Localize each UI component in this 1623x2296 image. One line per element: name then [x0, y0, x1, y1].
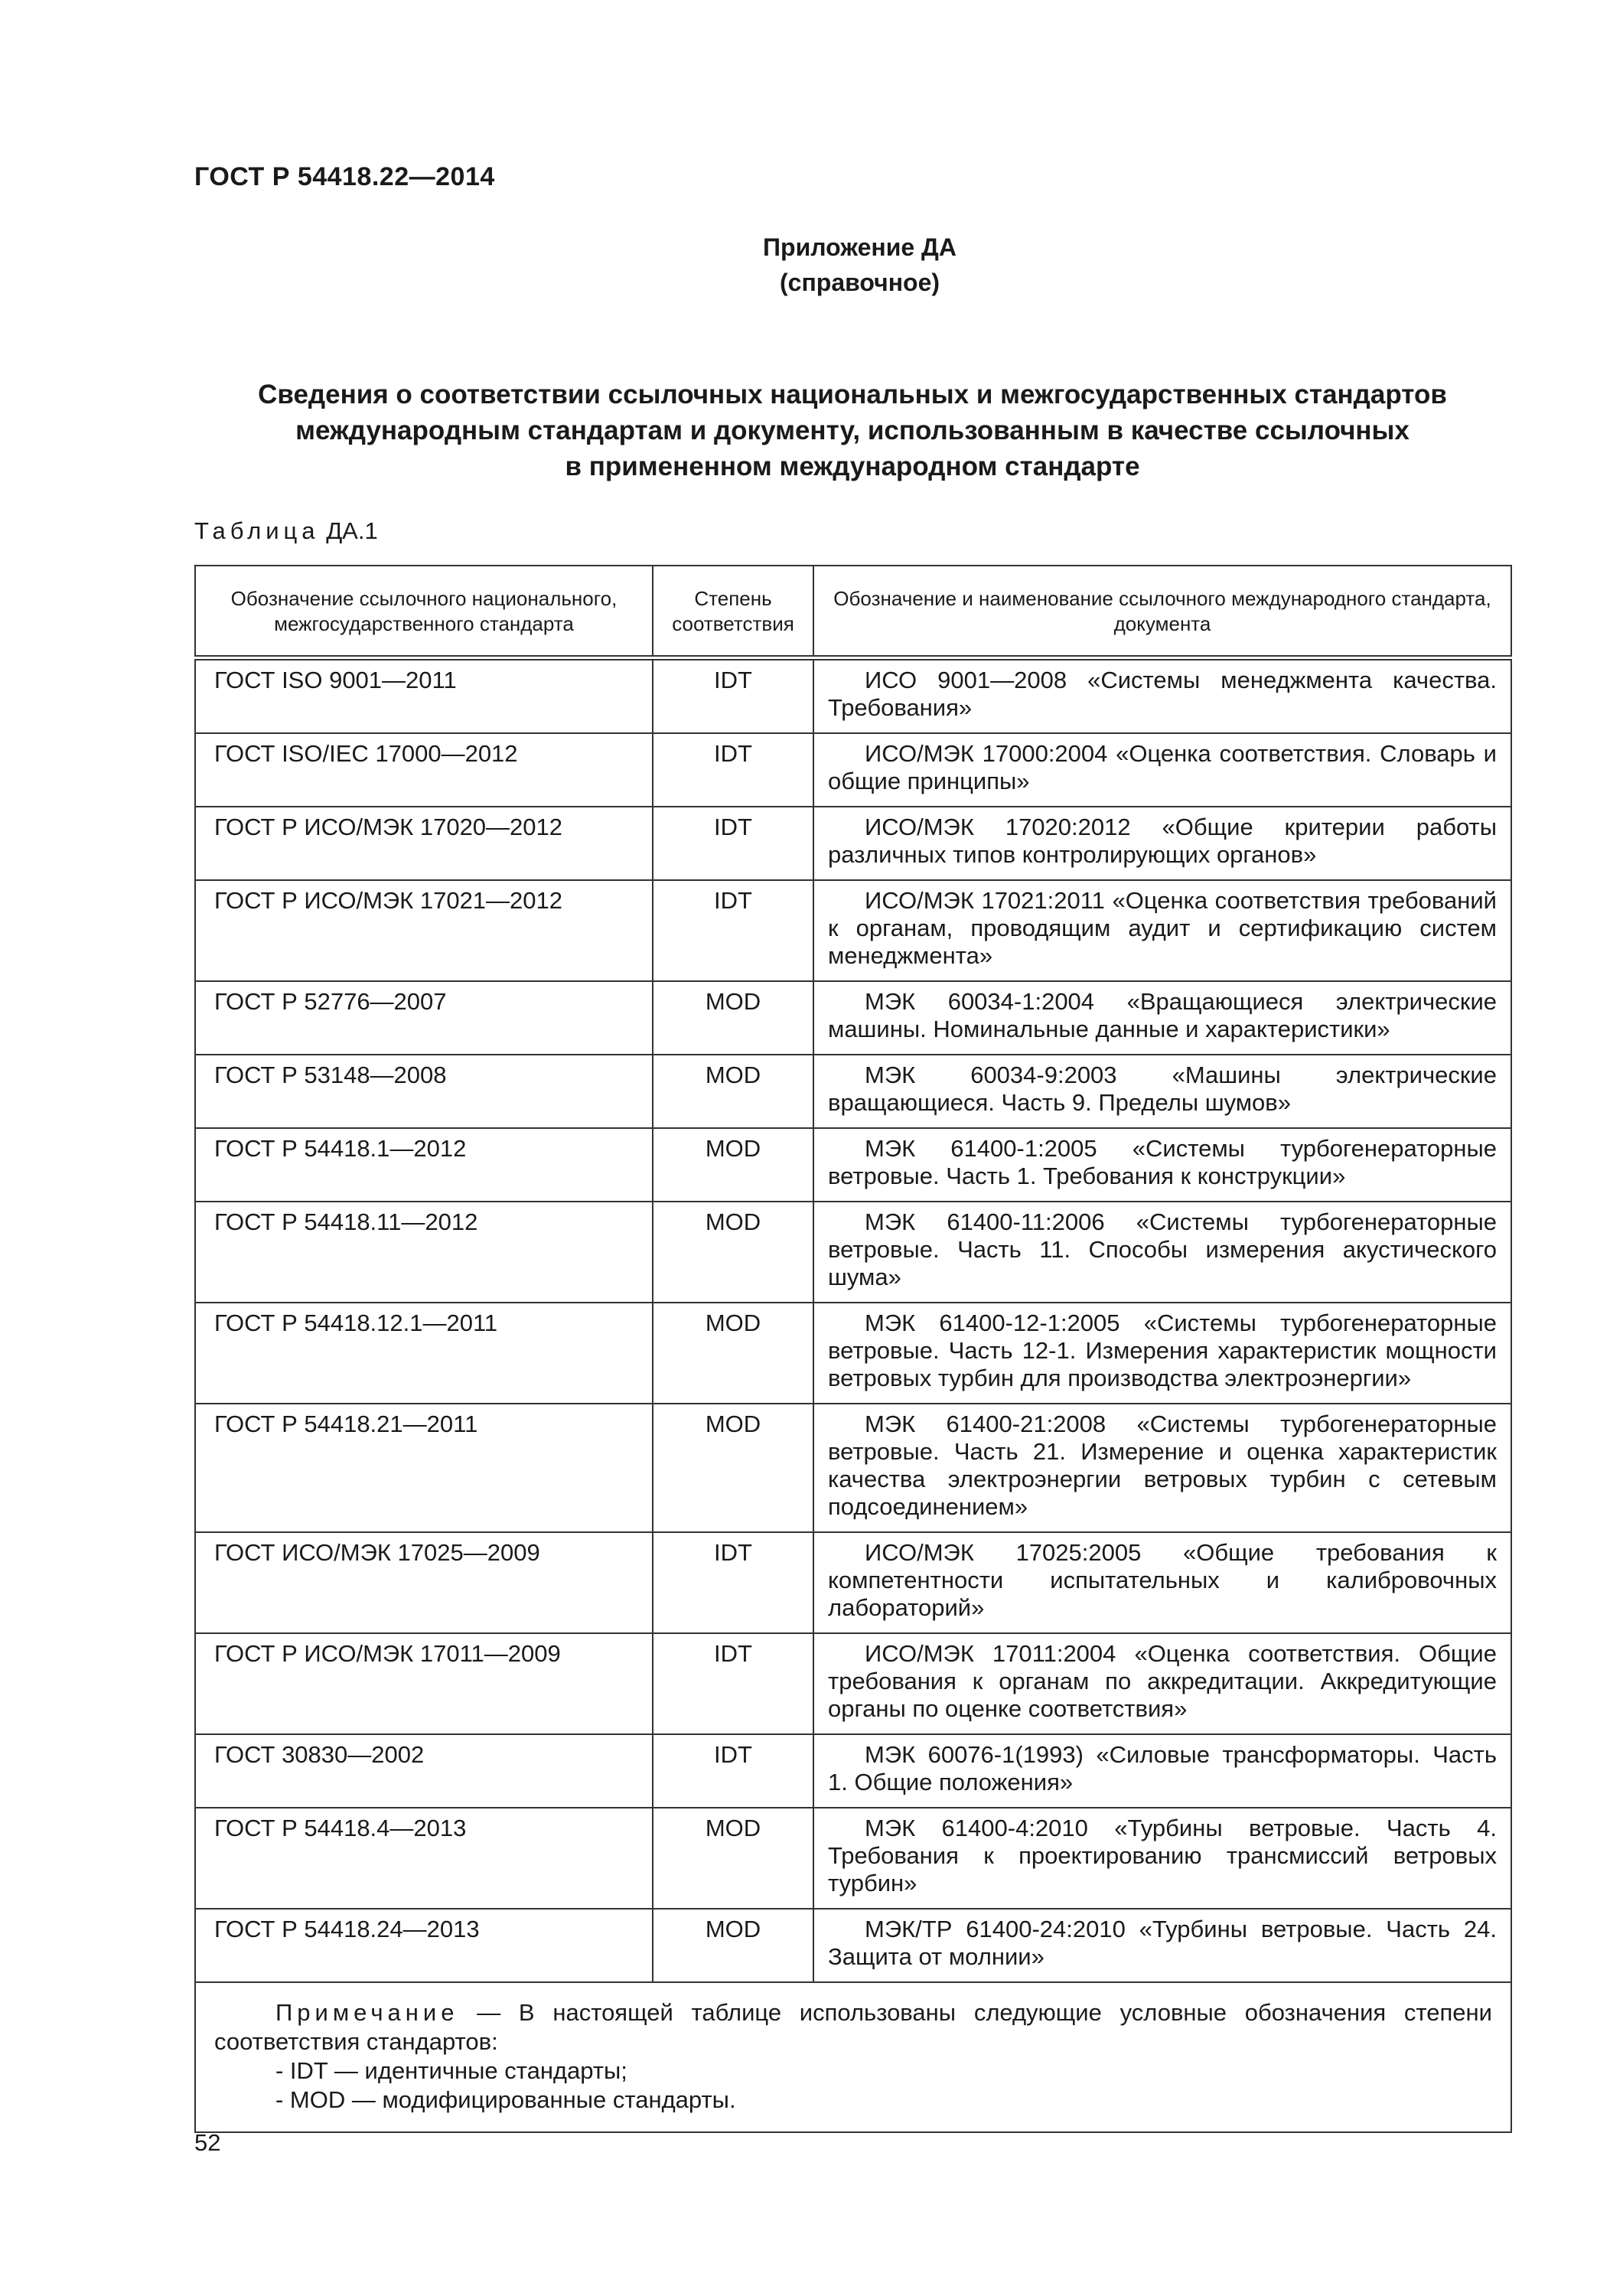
international-standard-cell: ИСО/МЭК 17025:2005 «Общие требования к компетентности испытательных и калибровочных лабораторий» [813, 1532, 1511, 1633]
national-standard-cell: ГОСТ Р 54418.1—2012 [195, 1128, 653, 1202]
table-row [195, 1909, 1511, 1982]
table-row [195, 807, 1511, 880]
international-standard-cell: МЭК 61400-1:2005 «Системы турбогенераторные ветровые. Часть 1. Требования к конструкции» [813, 1128, 1511, 1202]
table-row [195, 880, 1511, 981]
degree-cell: MOD [653, 1128, 813, 1202]
annex-title: Приложение ДА [763, 233, 957, 261]
table-row [195, 1055, 1511, 1128]
annex-status: (справочное) [779, 269, 940, 296]
table-row [195, 1303, 1511, 1404]
international-standard-cell: МЭК 60034-9:2003 «Машины электрические вращающиеся. Часть 9. Пределы шумов» [813, 1055, 1511, 1128]
table-row [195, 658, 1511, 734]
international-standard-cell: ИСО/МЭК 17000:2004 «Оценка соответствия. Словарь и общие принципы» [813, 733, 1511, 807]
header-degree: Степень соответствия [653, 566, 813, 658]
note-paragraph [214, 1998, 1492, 2056]
correspondence-table [194, 565, 1512, 2133]
table-row [195, 1202, 1511, 1303]
national-standard-cell: ГОСТ ИСО/МЭК 17025—2009 [195, 1532, 653, 1633]
national-standard-cell: ГОСТ Р 54418.21—2011 [195, 1404, 653, 1532]
international-standard-cell: ИСО 9001—2008 «Системы менеджмента качества. Требования» [813, 658, 1511, 734]
international-standard-cell: МЭК 61400-21:2008 «Системы турбогенераторные ветровые. Часть 21. Измерение и оценка характеристик качества электроэнергии ветровых турбин с сетевым подсоединением» [813, 1404, 1511, 1532]
note-label: Примечание [275, 1999, 459, 2026]
title-line: международным стандартам и документу, использованным в качестве ссылочных [295, 416, 1410, 445]
header-national-standard: Обозначение ссылочного национального, межгосударственного стандарта [195, 566, 653, 658]
international-standard-cell: МЭК/ТР 61400-24:2010 «Турбины ветровые. Часть 24. Защита от молнии» [813, 1909, 1511, 1982]
international-standard-cell: МЭК 60034-1:2004 «Вращающиеся электрические машины. Номинальные данные и характеристики» [813, 981, 1511, 1055]
international-standard-cell: МЭК 60076-1(1993) «Силовые трансформаторы. Часть 1. Общие положения» [813, 1734, 1511, 1808]
degree-cell: MOD [653, 1909, 813, 1982]
section-title [194, 377, 1511, 484]
national-standard-cell: ГОСТ ISO/IEC 17000—2012 [195, 733, 653, 807]
degree-cell: MOD [653, 981, 813, 1055]
degree-cell: MOD [653, 1202, 813, 1303]
header-international-standard: Обозначение и наименование ссылочного международного стандарта, документа [813, 566, 1511, 658]
degree-cell: IDT [653, 1734, 813, 1808]
international-standard-cell: ИСО/МЭК 17011:2004 «Оценка соответствия. Общие требования к органам по аккредитации. Аккредитующие органы по оценке соответствия» [813, 1633, 1511, 1734]
national-standard-cell: ГОСТ Р 54418.4—2013 [195, 1808, 653, 1909]
table-body [195, 658, 1511, 1983]
degree-cell: MOD [653, 1404, 813, 1532]
table-row [195, 1532, 1511, 1633]
note-item: - IDT — идентичные стандарты; [275, 2057, 627, 2084]
national-standard-cell: ГОСТ Р ИСО/МЭК 17021—2012 [195, 880, 653, 981]
international-standard-cell: МЭК 61400-11:2006 «Системы турбогенераторные ветровые. Часть 11. Способы измерения акустического шума» [813, 1202, 1511, 1303]
national-standard-cell: ГОСТ Р 52776—2007 [195, 981, 653, 1055]
degree-cell: IDT [653, 658, 813, 734]
degree-cell: IDT [653, 1633, 813, 1734]
national-standard-cell: ГОСТ 30830—2002 [195, 1734, 653, 1808]
national-standard-cell: ГОСТ Р ИСО/МЭК 17020—2012 [195, 807, 653, 880]
table-header-row [195, 566, 1511, 658]
table-row [195, 1128, 1511, 1202]
national-standard-cell: ГОСТ ISO 9001—2011 [195, 658, 653, 734]
degree-cell: IDT [653, 733, 813, 807]
degree-cell: IDT [653, 1532, 813, 1633]
note-row [195, 1982, 1511, 2132]
table-caption [194, 517, 378, 545]
table-row [195, 1404, 1511, 1532]
table-row [195, 1734, 1511, 1808]
table-row [195, 1808, 1511, 1909]
degree-cell: IDT [653, 807, 813, 880]
note-text: — В настоящей таблице использованы следующие условные обозначения степени соответствия стандартов: [214, 1999, 1492, 2055]
title-line: Сведения о соответствии ссылочных национальных и межгосударственных стандартов [258, 380, 1447, 409]
degree-cell: MOD [653, 1808, 813, 1909]
degree-cell: MOD [653, 1303, 813, 1404]
title-line: в примененном международном стандарте [565, 452, 1140, 481]
annex-heading [0, 230, 1623, 300]
table-row [195, 1633, 1511, 1734]
page-number: 52 [194, 2129, 221, 2156]
national-standard-cell: ГОСТ Р 54418.24—2013 [195, 1909, 653, 1982]
table-caption-word: Таблица [194, 517, 320, 544]
table-row [195, 981, 1511, 1055]
international-standard-cell: ИСО/МЭК 17020:2012 «Общие критерии работы различных типов контролирующих органов» [813, 807, 1511, 880]
international-standard-cell: МЭК 61400-12-1:2005 «Системы турбогенераторные ветровые. Часть 12-1. Измерения характеристик мощности ветровых турбин для производства электроэнергии» [813, 1303, 1511, 1404]
national-standard-cell: ГОСТ Р ИСО/МЭК 17011—2009 [195, 1633, 653, 1734]
international-standard-cell: МЭК 61400-4:2010 «Турбины ветровые. Часть 4. Требования к проектированию трансмиссий ветровых турбин» [813, 1808, 1511, 1909]
degree-cell: IDT [653, 880, 813, 981]
document-code: ГОСТ Р 54418.22—2014 [194, 162, 495, 191]
degree-cell: MOD [653, 1055, 813, 1128]
note-item: - MOD — модифицированные стандарты. [275, 2086, 736, 2113]
table-note [195, 1982, 1511, 2132]
national-standard-cell: ГОСТ Р 53148—2008 [195, 1055, 653, 1128]
national-standard-cell: ГОСТ Р 54418.12.1—2011 [195, 1303, 653, 1404]
table-row [195, 733, 1511, 807]
national-standard-cell: ГОСТ Р 54418.11—2012 [195, 1202, 653, 1303]
international-standard-cell: ИСО/МЭК 17021:2011 «Оценка соответствия требований к органам, проводящим аудит и сертификацию систем менеджмента» [813, 880, 1511, 981]
table-caption-number: ДА.1 [326, 517, 378, 544]
